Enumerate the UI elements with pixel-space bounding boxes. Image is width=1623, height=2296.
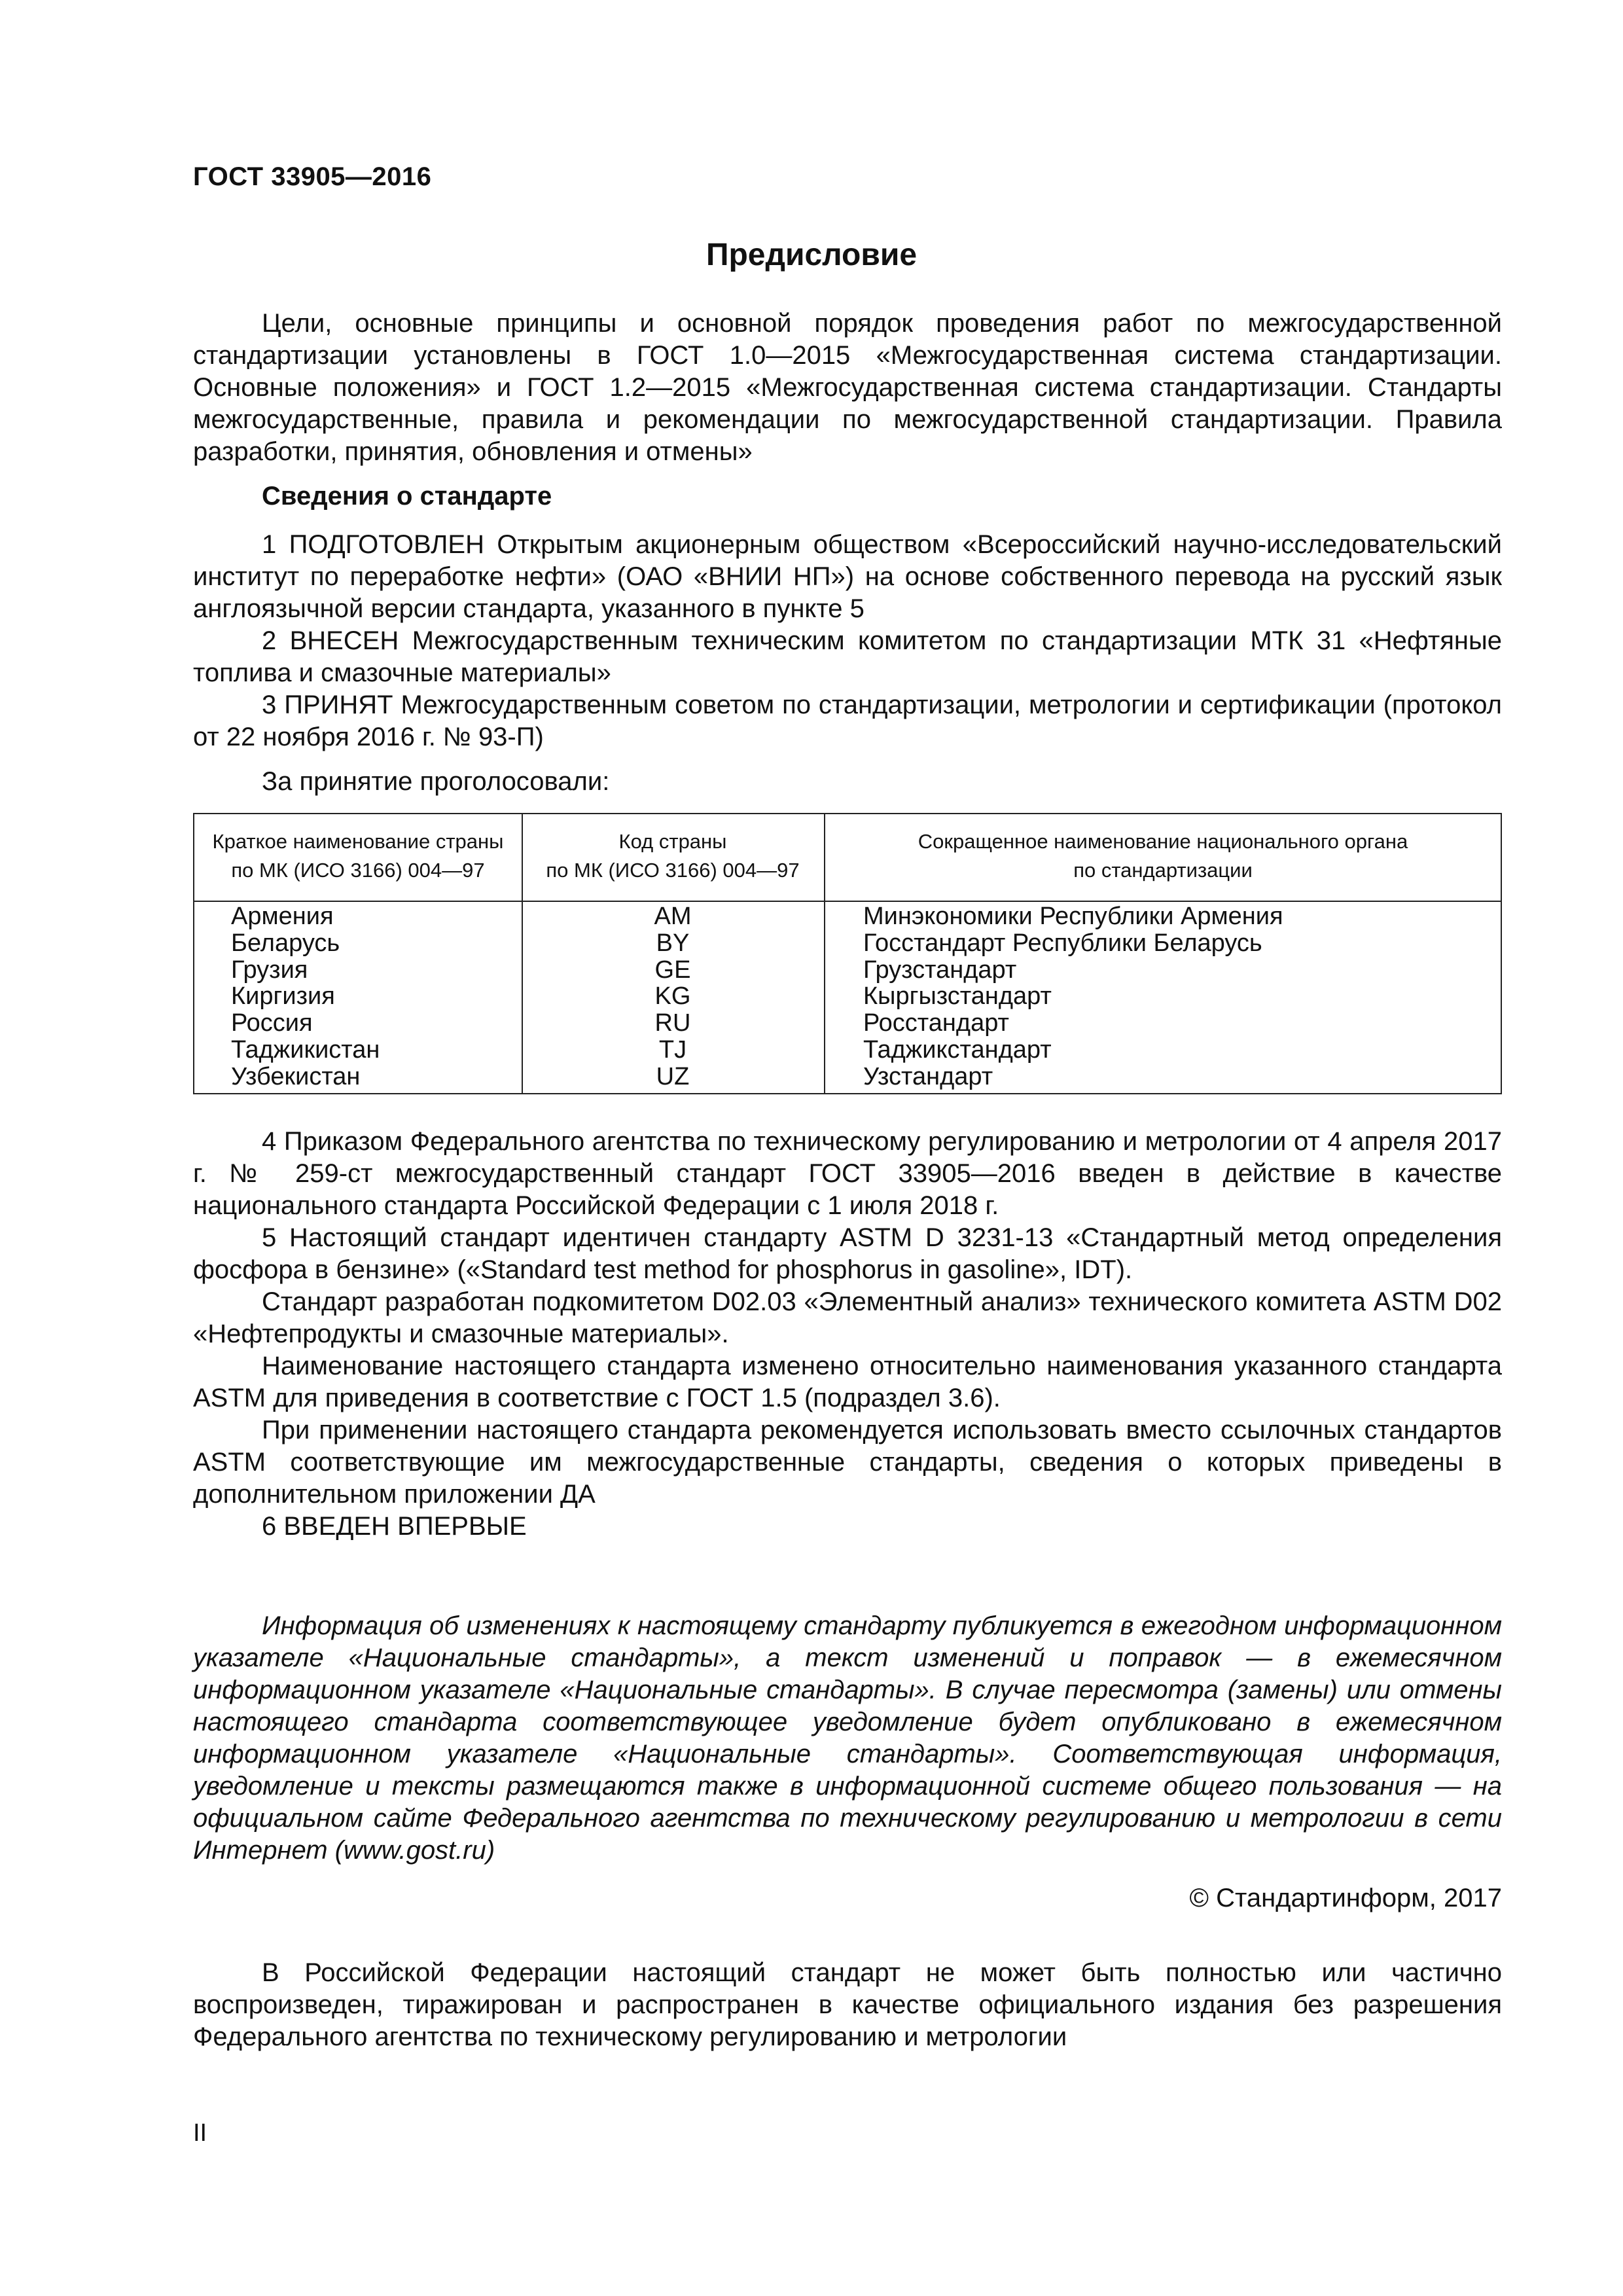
- code-cell: AM: [654, 903, 692, 930]
- body-cell: Таджикстандарт: [863, 1035, 1052, 1064]
- code-cell: KG: [654, 982, 691, 1011]
- items-block-1: [193, 529, 1502, 753]
- header-country: [194, 827, 522, 885]
- header-body-line-1: Сокращенное наименование национального органа: [918, 830, 1408, 853]
- country-cell: Беларусь: [231, 929, 340, 957]
- header-body-line-2: по стандартизации: [1073, 859, 1253, 882]
- page-title: Предисловие: [705, 238, 918, 272]
- header-country-line-2: по МК (ИСО 3166) 004—97: [231, 859, 485, 882]
- country-cell: Таджикистан: [231, 1035, 380, 1064]
- intro-paragraph: Цели, основные принципы и основной порядок проведения работ по межгосударственной стандартизации установлены в ГОСТ 1.0—2015 «Межгосударственная система стандартизации. Основные положения» и ГОСТ 1.2—2015 «Межгосударственная система стандартизации. Стандарты межгосударственные, правила и рекомендации по межгосударственной стандартизации. Правила разработки, принятия, обновления и отмены»: [193, 309, 1502, 466]
- item-2-paragraph: 2 ВНЕСЕН Межгосударственным техническим комитетом по стандартизации МТК 31 «Нефтяные топлива и смазочные материалы»: [193, 626, 1502, 687]
- notice-block: [193, 1610, 1502, 1867]
- body-cell: Узстандарт: [863, 1062, 993, 1090]
- code-cell: GE: [654, 956, 691, 984]
- item-4-paragraph: 4 Приказом Федерального агентства по техническому регулированию и метрологии от 4 апреля 2017 г. № 259-ст межгосударственный стандарт ГОСТ 33905—2016 введен в действие в качестве национального стандарта Российской Федерации с 1 июля 2018 г.: [193, 1127, 1502, 1220]
- header-code-line-2: по МК (ИСО 3166) 004—97: [546, 859, 800, 882]
- item-3-paragraph: 3 ПРИНЯТ Межгосударственным советом по стандартизации, метрологии и сертификации (протокол от 22 ноября 2016 г. № 93-П): [193, 691, 1502, 751]
- items-block-2: [193, 1126, 1502, 1543]
- header-code: [522, 827, 824, 885]
- body-cell: Росстандарт: [863, 1009, 1009, 1037]
- restriction-block: [193, 1957, 1502, 2053]
- item-5c-paragraph: Наименование настоящего стандарта изменено относительно наименования указанного стандарта ASTM для приведения в соответствие с ГОСТ 1.5 (подраздел 3.6).: [193, 1352, 1502, 1412]
- info-heading: Сведения о стандарте: [262, 482, 552, 511]
- code-cell: BY: [656, 929, 690, 957]
- header-body: [824, 827, 1502, 885]
- header-code-line-1: Код страны: [618, 830, 727, 853]
- document-code: ГОСТ 33905—2016: [193, 162, 432, 191]
- code-cell: UZ: [656, 1062, 690, 1090]
- item-5-paragraph: 5 Настоящий стандарт идентичен стандарту ASTM D 3231-13 «Стандартный метод определения фосфора в бензине» («Standard test method for phosphorus in gasoline», IDT).: [193, 1223, 1502, 1284]
- page-number: II: [193, 2119, 207, 2147]
- voted-block: [193, 766, 1502, 798]
- code-cell: TJ: [658, 1035, 687, 1064]
- copyright-line: © Стандартинформ, 2017: [1189, 1884, 1502, 1912]
- country-cell: Киргизия: [231, 982, 335, 1011]
- voted-label: За принятие проголосовали:: [262, 767, 610, 796]
- country-cell: Россия: [231, 1009, 313, 1037]
- restriction-paragraph: В Российской Федерации настоящий стандарт не может быть полностью или частично воспроизведен, тиражирован и распространен в качестве официального издания без разрешения Федерального агентства по техническому регулированию и метрологии: [193, 1958, 1502, 2051]
- intro-block: [193, 308, 1502, 468]
- notice-paragraph: Информация об изменениях к настоящему стандарту публикуется в ежегодном информационном указателе «Национальные стандарты», а текст изменений и поправок — в ежемесячном информационном указателе «Национальные стандарты». В случае пересмотра (замены) или отмены настоящего стандарта соответствующее уведомление будет опубликовано в ежемесячном информационном указателе «Национальные стандарты». Соответствующая информация, уведомление и тексты размещаются также в информационной системе общего пользования — на официальном сайте Федерального агентства по техническому регулированию и метрологии в сети Интернет (www.gost.ru): [193, 1611, 1502, 1865]
- item-5d-paragraph: При применении настоящего стандарта рекомендуется использовать вместо ссылочных стандартов ASTM соответствующие им межгосударственные стандарты, сведения о которых приведены в дополнительном приложении ДА: [193, 1416, 1502, 1509]
- body-cell: Госстандарт Республики Беларусь: [863, 929, 1262, 957]
- body-cell: Грузстандарт: [863, 956, 1017, 984]
- item-5b-paragraph: Стандарт разработан подкомитетом D02.03 «Элементный анализ» технического комитета ASTM D02 «Нефтепродукты и смазочные материалы».: [193, 1287, 1502, 1348]
- body-cell: Кыргызстандарт: [863, 982, 1052, 1011]
- country-cell: Узбекистан: [231, 1062, 361, 1090]
- voting-table: [193, 813, 1502, 1094]
- code-column: [522, 903, 824, 1090]
- body-column: [863, 903, 1283, 1090]
- info-block: [193, 480, 1502, 512]
- body-cell: Минэкономики Республики Армения: [863, 903, 1283, 930]
- header-country-line-1: Краткое наименование страны: [212, 830, 504, 853]
- item-1-paragraph: 1 ПОДГОТОВЛЕН Открытым акционерным обществом «Всероссийский научно-исследовательский институт по переработке нефти» (ОАО «ВНИИ НП») на основе собственного перевода на русский язык англоязычной версии стандарта, указанного в пункте 5: [193, 530, 1502, 623]
- country-cell: Грузия: [231, 956, 308, 984]
- item-6-paragraph: 6 ВВЕДЕН ВПЕРВЫЕ: [262, 1512, 527, 1541]
- code-cell: RU: [654, 1009, 691, 1037]
- country-cell: Армения: [231, 903, 334, 930]
- country-column: [231, 903, 380, 1090]
